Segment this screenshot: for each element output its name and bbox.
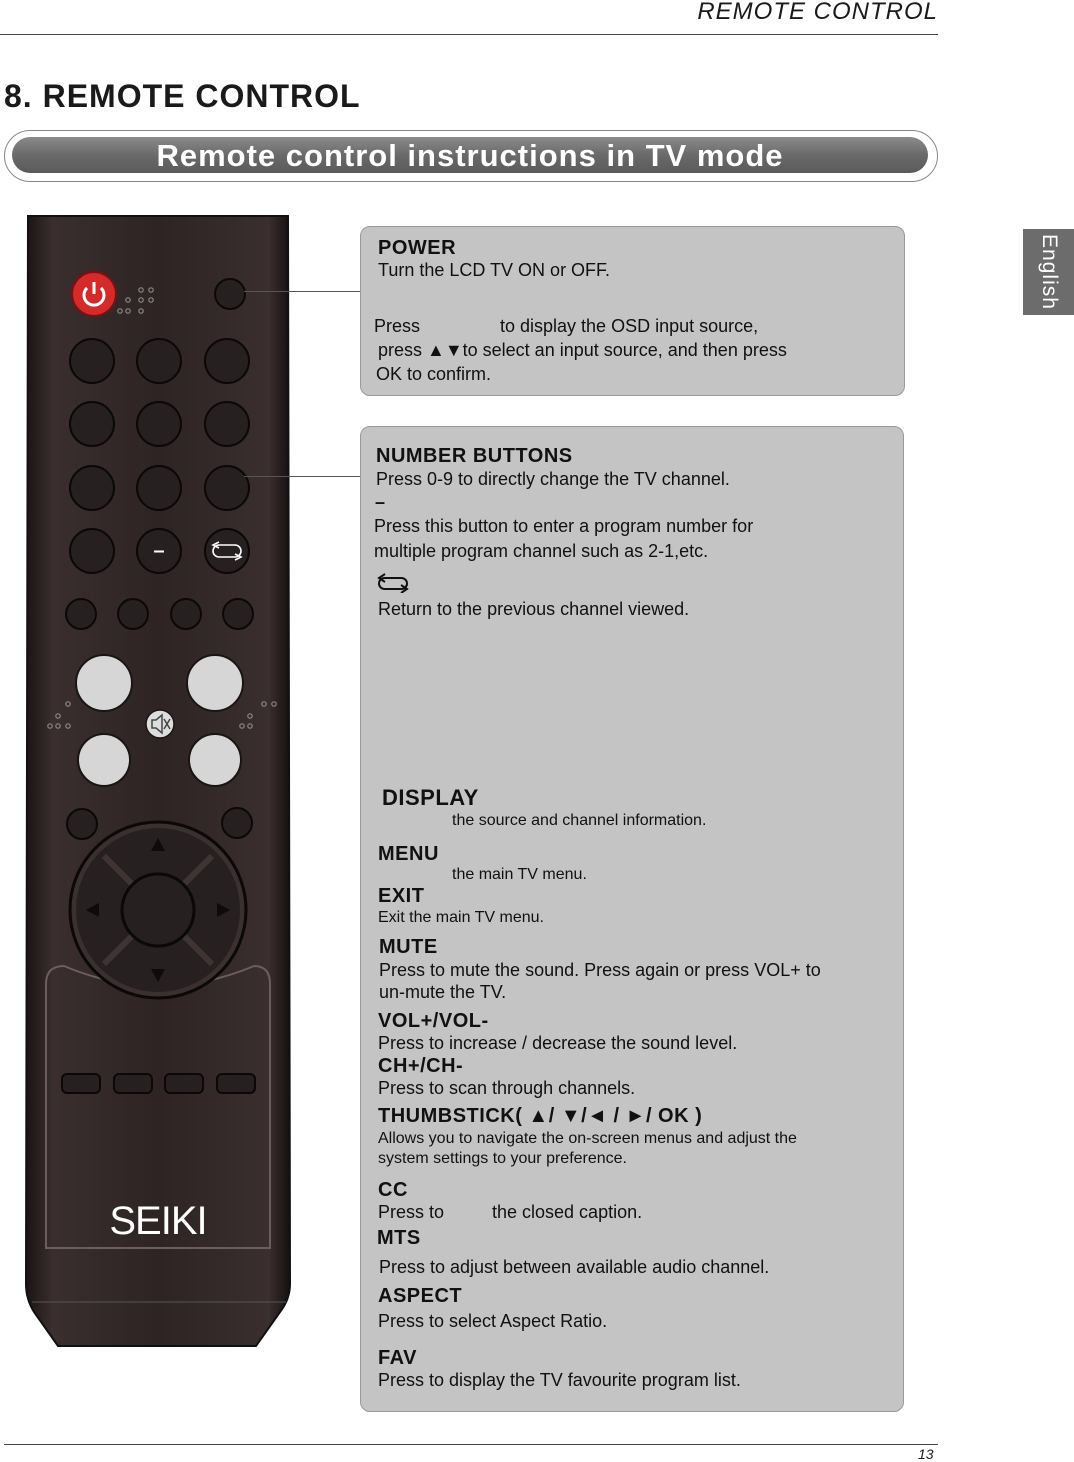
page-number: 13 [918, 1446, 934, 1462]
dash-desc-line1: Press this button to enter a program number for [374, 516, 754, 536]
input-desc-line3: OK to confirm. [376, 364, 492, 384]
thumbstick-desc-line2: system settings to your preference. [378, 1150, 627, 1167]
input-desc-press: Press [374, 316, 421, 336]
header-title: REMOTE CONTROL [697, 0, 938, 25]
mute-button[interactable] [146, 710, 174, 738]
recall-icon [376, 573, 412, 593]
recall-desc: Return to the previous channel viewed. [378, 599, 690, 619]
dash-desc-line2: multiple program channel such as 2-1,etc. [374, 541, 709, 561]
aspect-title: ASPECT [378, 1285, 463, 1307]
language-tab-label: English [1037, 234, 1061, 310]
mts-desc: Press to adjust between available audio channel. [379, 1257, 770, 1277]
header-divider [0, 34, 938, 35]
mute-desc-line2: un-mute the TV. [379, 982, 507, 1002]
mts-title: MTS [377, 1227, 421, 1249]
ok-button[interactable] [122, 874, 194, 946]
vol-up-button[interactable] [76, 655, 132, 711]
ch-title: CH+/CH- [378, 1055, 464, 1077]
mode-banner: Remote control instructions in TV mode [12, 137, 928, 173]
aspect-desc: Press to select Aspect Ratio. [378, 1311, 608, 1331]
vol-down-button[interactable] [78, 734, 130, 786]
menu-button[interactable] [67, 809, 97, 839]
dash-symbol: – [375, 492, 386, 512]
fav-title: FAV [378, 1347, 417, 1369]
display-desc: the source and channel information. [452, 812, 707, 829]
exit-desc: Exit the main TV menu. [378, 909, 544, 926]
cc-desc: the closed caption. [492, 1202, 643, 1222]
ch-down-button[interactable] [189, 734, 241, 786]
thumbstick-desc-line1: Allows you to navigate the on-screen menus and adjust the [378, 1130, 797, 1147]
section-title: 8. REMOTE CONTROL [4, 78, 361, 114]
display-title: DISPLAY [382, 785, 479, 810]
cc-title: CC [378, 1179, 408, 1201]
brand-logo: SEIKI [109, 1199, 207, 1243]
menu-desc: the main TV menu. [452, 866, 587, 883]
thumbstick-title: THUMBSTICK( ▲/ ▼/◄ / ►/ OK ) [378, 1105, 703, 1127]
cc-desc-press: Press to [378, 1202, 445, 1222]
menu-title: MENU [378, 843, 439, 865]
remote-control-illustration [24, 214, 296, 1354]
mute-desc-line1: Press to mute the sound. Press again or press VOL+ to [379, 960, 821, 980]
input-button[interactable] [215, 279, 245, 309]
exit-button[interactable] [222, 808, 252, 838]
ch-desc: Press to scan through channels. [378, 1078, 636, 1098]
power-desc: Turn the LCD TV ON or OFF. [378, 260, 611, 280]
dash-key-label: – [153, 540, 165, 562]
number-callout-line [244, 476, 361, 477]
number-buttons-title: NUMBER BUTTONS [376, 445, 573, 467]
vol-desc: Press to increase / decrease the sound level. [378, 1033, 738, 1053]
input-desc-line2: press ▲▼to select an input source, and then press [378, 340, 787, 360]
power-callout-line [244, 291, 361, 292]
input-desc-line1: to display the OSD input source, [500, 316, 759, 336]
language-tab[interactable] [1023, 229, 1074, 315]
number-buttons-desc: Press 0-9 to directly change the TV channel. [376, 469, 730, 489]
exit-title: EXIT [378, 885, 425, 907]
mute-title: MUTE [379, 936, 438, 958]
footer-divider [4, 1444, 938, 1445]
ch-up-button[interactable] [187, 655, 243, 711]
power-title: POWER [378, 237, 457, 259]
vol-title: VOL+/VOL- [378, 1010, 489, 1032]
fav-desc: Press to display the TV favourite program list. [378, 1370, 741, 1390]
